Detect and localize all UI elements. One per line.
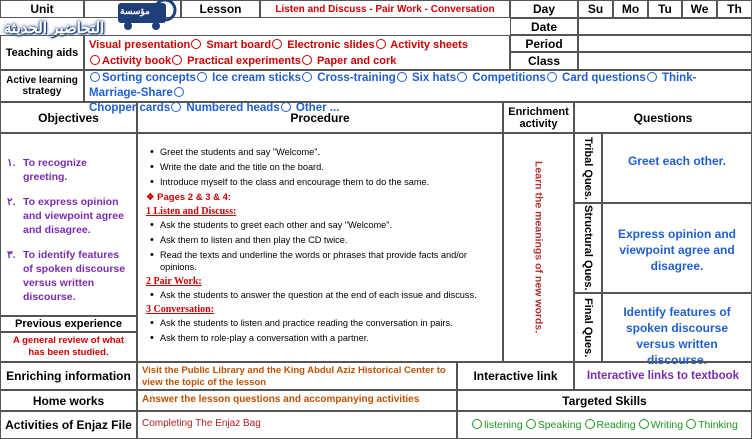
objectives-cell [0, 133, 137, 316]
interactive-link-label: Interactive link [457, 362, 574, 390]
procedure-step: • Ask the students to greet each other and say "Welcome". [146, 219, 494, 231]
homework-label: Home works [0, 390, 137, 411]
skills-list [457, 411, 752, 439]
skill-item[interactable]: Reading [584, 419, 636, 431]
objective-item: ٣. To identify features of spoken discourse versus written discourse. [7, 249, 126, 303]
enrichment-header: Enrichment activity [503, 102, 574, 133]
homework-text: Answer the lesson questions and accompanying activities [137, 390, 457, 411]
procedure-step: • Read the texts and underline the words or phrases that provide facts and/or opinions. [146, 249, 494, 273]
logo-text: التحاضير الحديثة [4, 20, 105, 37]
skill-item[interactable]: Speaking [525, 419, 582, 431]
class-value[interactable] [578, 52, 752, 70]
aid-item[interactable]: Visual presentation [89, 39, 203, 51]
aid-item[interactable]: Activity sheets [390, 39, 468, 51]
pages-heading: ❖ Pages 2 & 3 & 4: [146, 192, 232, 203]
question-type-structural: Structural Ques. [574, 203, 602, 293]
procedure-step: • Greet the students and say "Welcome". [146, 146, 494, 158]
procedure-step: • Introduce myself to the class and encourage them to do the same. [146, 176, 494, 188]
objectives-header: Objectives [0, 102, 137, 133]
lesson-title: Listen and Discuss - Pair Work - Conversation [260, 0, 510, 18]
aid-item[interactable]: Practical experiments [187, 55, 314, 67]
objective-item: ١. To recognize greeting. [7, 157, 87, 183]
day-label: Day [510, 0, 578, 18]
enrichment-text: Learn the meanings of new words. [532, 161, 545, 334]
teaching-aids-label: Teaching aids [0, 35, 84, 70]
targeted-skills-label: Targeted Skills [457, 390, 752, 411]
question-text: Identify features of spoken discourse versus written discourse. [602, 293, 752, 362]
teaching-aids-list [84, 35, 510, 70]
procedure-header: Procedure [137, 102, 503, 133]
lesson-label: Lesson [181, 0, 260, 18]
strategy-item[interactable]: Six hats [412, 72, 469, 84]
date-value[interactable] [578, 18, 752, 35]
procedure-step: • Ask them to listen and then play the CD twice. [146, 234, 494, 246]
day-mo[interactable]: Mo [613, 0, 648, 18]
procedure-step: • Ask the students to answer the question at the end of each issue and discuss. [146, 289, 494, 301]
objective-item: ٢. To express opinion and viewpoint agree and disagree. [7, 196, 124, 236]
aid-item[interactable]: Smart board [206, 39, 284, 51]
section-title: 1 Listen and Discuss: [146, 206, 237, 217]
aid-item[interactable]: Activity book [102, 55, 184, 67]
procedure-step: • Ask them to role-play a conversation with a partner. [146, 332, 494, 344]
logo-sub: مؤسسة [120, 6, 150, 16]
procedure-cell [137, 133, 503, 362]
strategy-item[interactable]: Cross-training [317, 72, 409, 84]
section-title: 2 Pair Work: [146, 276, 202, 287]
skill-item[interactable]: Thinking [685, 419, 738, 431]
procedure-step: • Ask the students to listen and practice reading the conversation in pairs. [146, 317, 494, 329]
aid-item[interactable]: Electronic slides [287, 39, 387, 51]
enriching-text: Visit the Public Library and the King Abdul Aziz Historical Center to view the topic of the lesson [137, 362, 457, 390]
enjaz-label: Activities of Enjaz File [0, 411, 137, 439]
skill-item[interactable]: listening [471, 419, 523, 431]
section-title: 3 Conversation: [146, 304, 215, 315]
question-type-final: Final Ques. [574, 293, 602, 362]
date-label: Date [510, 18, 578, 35]
strategy-item[interactable]: Think-Marriage-Share [89, 72, 697, 99]
strategy-item[interactable]: Ice cream sticks [212, 72, 314, 84]
strategy-item[interactable]: Numbered heads [186, 102, 292, 114]
period-value[interactable] [578, 35, 752, 52]
skill-item[interactable]: Writing [638, 419, 683, 431]
day-su[interactable]: Su [578, 0, 613, 18]
interactive-link[interactable]: Interactive links to textbook [574, 362, 752, 390]
enriching-label: Enriching information [0, 362, 137, 390]
strategy-list [84, 70, 752, 114]
procedure-step: • Write the date and the title on the board. [146, 161, 494, 173]
previous-experience-label: Previous experience [0, 316, 137, 332]
aid-item[interactable]: Paper and cork [316, 55, 397, 67]
day-we[interactable]: We [682, 0, 717, 18]
day-tu[interactable]: Tu [648, 0, 682, 18]
question-text: Greet each other. [602, 133, 752, 203]
unit-label: Unit [0, 0, 84, 18]
strategy-item[interactable]: Card questions [562, 72, 659, 84]
enjaz-text: Completing The Enjaz Bag [137, 411, 457, 439]
question-type-tribal: Tribal Ques. [574, 133, 602, 203]
questions-header: Questions [574, 102, 752, 133]
question-text: Express opinion and viewpoint agree and disagree. [602, 203, 752, 293]
strategy-item[interactable]: Sorting concepts [102, 72, 209, 84]
day-th[interactable]: Th [717, 0, 752, 18]
class-label: Class [510, 52, 578, 70]
strategy-item[interactable]: Chopper cards [89, 102, 183, 114]
enrichment-cell [503, 133, 574, 362]
diamond-icon: ❖ [146, 192, 158, 203]
strategy-item[interactable]: Other ... [295, 102, 340, 114]
previous-experience-text: A general review of what has been studied. [0, 332, 137, 362]
strategy-item[interactable]: Competitions [472, 72, 558, 84]
strategy-label: Active learning strategy [0, 70, 84, 102]
logo [0, 0, 190, 40]
period-label: Period [510, 35, 578, 52]
